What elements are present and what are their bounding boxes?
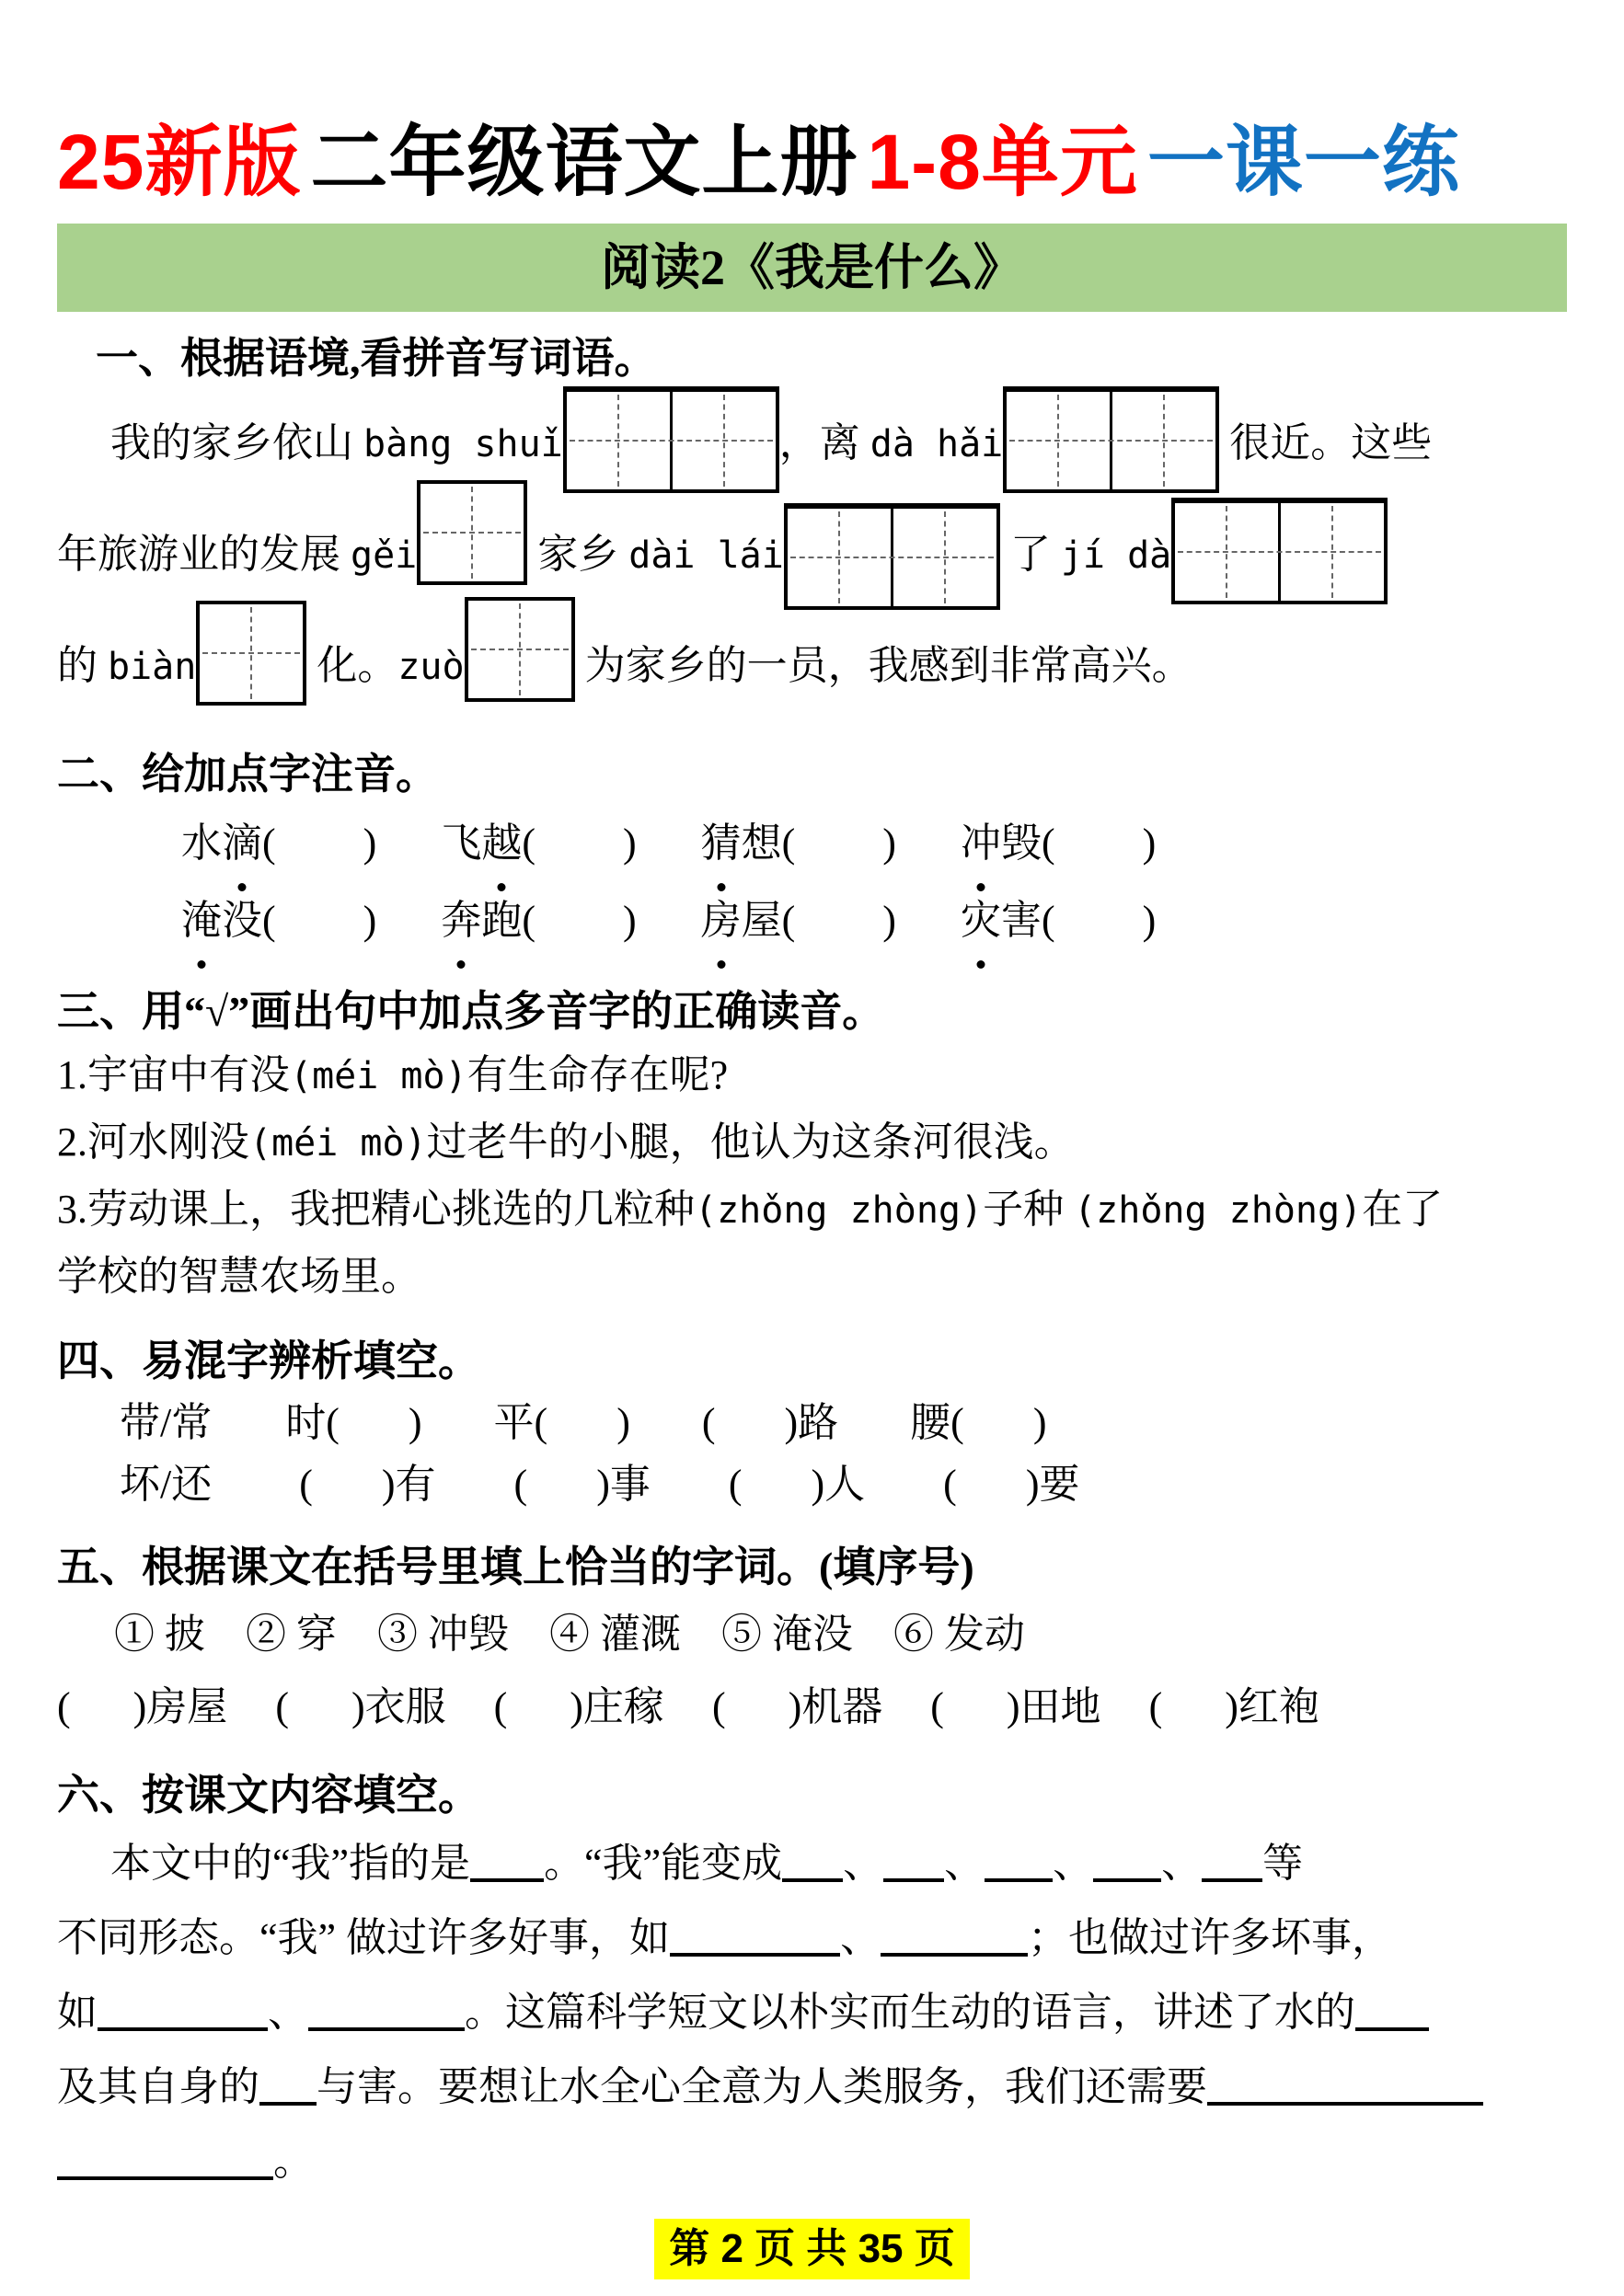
text-run: )事 — [596, 1461, 651, 1507]
text-run: )庄稼 — [570, 1683, 664, 1729]
writing-grid — [563, 386, 779, 493]
text-run: ( — [522, 897, 536, 943]
section-2-heading: 二、给加点字注音。 — [57, 750, 438, 798]
grid-cell — [420, 484, 524, 581]
text-run: ⑤ 淹没 — [721, 1611, 853, 1657]
answer-blank — [1093, 1847, 1161, 1882]
grid-cell — [468, 601, 571, 698]
answer-blank — [470, 1847, 544, 1882]
text-run: ( — [781, 897, 796, 943]
dotted-word — [181, 898, 262, 943]
text-run: 年旅游业的发展 — [57, 531, 351, 577]
text-run: )路 — [784, 1399, 839, 1445]
text-run: ( — [711, 1683, 726, 1729]
text-run: 腰( — [910, 1399, 964, 1445]
dotted-word — [441, 898, 522, 943]
section-6-body — [57, 1826, 1567, 2198]
word-char: 灾 — [961, 882, 1001, 959]
text-run: ) — [363, 820, 377, 866]
word-char: 猜 — [701, 805, 742, 882]
text-run: 有生命存在呢? — [466, 1051, 729, 1097]
text-run: ( — [701, 1399, 716, 1445]
word-char: 淹 — [181, 882, 222, 959]
worksheet-line — [57, 1975, 1567, 2049]
answer-blank — [1355, 1996, 1429, 2031]
text-run: ) — [616, 1399, 630, 1445]
word-char: 水 — [181, 820, 222, 866]
text-run: ( — [1041, 897, 1055, 943]
footer — [57, 2219, 1567, 2279]
text-run: 为家乡的一员，我感到非常高兴。 — [574, 642, 1192, 688]
text-run: )机器 — [788, 1683, 883, 1729]
text-run: 了 — [999, 531, 1061, 577]
answer-blank — [782, 1847, 843, 1882]
dotted-word — [701, 898, 782, 943]
text-run: 等 — [1262, 1840, 1304, 1886]
text-run: 。这篇科学短文以朴实而生动的语言，讲述了水的 — [465, 1989, 1355, 2035]
writing-grid — [417, 480, 527, 585]
text-run: 与害。要想让水全心全意为人类服务，我们还需要 — [317, 2063, 1207, 2109]
text-run: ( — [1148, 1683, 1163, 1729]
answer-blank — [57, 2145, 273, 2180]
worksheet-line — [57, 1109, 1567, 1177]
pinyin-text: (méi mò) — [249, 1121, 427, 1165]
text-run: ，离 — [778, 419, 870, 465]
worksheet-line — [57, 612, 1567, 722]
text-run: 及其自身的 — [57, 2063, 259, 2109]
text-run: )要 — [1025, 1461, 1080, 1507]
section-4-heading: 四、易混字辨析填空。 — [57, 1337, 480, 1384]
section-5-body — [57, 1598, 1567, 1743]
pinyin-text: bàng shuǐ — [363, 422, 563, 465]
text-run: ) — [1032, 1399, 1047, 1445]
text-run: 、 — [944, 1840, 985, 1886]
text-run: ) — [882, 897, 896, 943]
pinyin-text: jí dà — [1060, 534, 1172, 577]
worksheet-line — [57, 805, 1567, 882]
grid-cell — [1110, 392, 1215, 489]
grid-cell — [200, 604, 303, 702]
text-run: 子种 — [983, 1186, 1075, 1232]
pinyin-text: dài lái — [628, 534, 784, 577]
worksheet-line — [57, 500, 1567, 612]
pinyin-text: dà hǎi — [870, 422, 1004, 465]
text-run: ；也做过许多坏事， — [1028, 1914, 1393, 1960]
text-run: ( — [262, 820, 276, 866]
worksheet-line — [57, 1670, 1567, 1743]
text-run: ( — [1041, 820, 1055, 866]
text-run: ( — [943, 1461, 957, 1507]
text-run: 、 — [1161, 1840, 1203, 1886]
dotted-word — [961, 821, 1042, 866]
text-run: 、 — [840, 1914, 881, 1960]
text-run: ③ 冲毁 — [377, 1611, 509, 1657]
title-series-name: 一课一练 — [1146, 119, 1460, 205]
section-5-heading: 五、根据课文在括号里填上恰当的字词。(填序号) — [57, 1543, 974, 1590]
grid-cell — [788, 509, 891, 606]
answer-blank — [881, 1922, 1028, 1957]
word-char: 滴 — [222, 805, 262, 882]
text-run: 如 — [57, 1989, 98, 2035]
text-run: 。 — [273, 2138, 314, 2184]
grid-cell — [891, 509, 996, 606]
section-4-body — [57, 1392, 1567, 1515]
grid-cell — [1007, 392, 1110, 489]
word-char: 飞 — [441, 820, 482, 866]
word-char: 奔 — [441, 882, 481, 959]
dotted-word — [441, 821, 522, 866]
dotted-word — [961, 898, 1042, 943]
pinyin-text: gěi — [351, 534, 418, 577]
answer-blank — [308, 1996, 465, 2031]
grid-cell — [567, 392, 670, 489]
writing-grid — [196, 601, 306, 706]
text-run: 过老牛的小腿，他认为这条河很浅。 — [426, 1119, 1075, 1165]
worksheet-line — [57, 1392, 1567, 1453]
text-run: 我的家乡依山 — [110, 419, 363, 465]
text-run: ① 披 — [114, 1611, 205, 1657]
text-run: ) — [882, 820, 896, 866]
text-run: 、 — [843, 1840, 884, 1886]
pinyin-text: (zhǒng zhòng) — [695, 1188, 984, 1232]
section-3-body — [57, 1042, 1567, 1309]
text-run: 在了 — [1362, 1186, 1444, 1232]
worksheet-line — [57, 1598, 1567, 1670]
section-polyphone-choice — [57, 982, 1567, 1309]
title-grade-edition: 25新版 — [57, 119, 302, 205]
lesson-banner: 阅读2《我是什么》 — [57, 224, 1567, 312]
text-run: 学校的智慧农场里。 — [57, 1253, 421, 1299]
word-char: 没 — [222, 897, 262, 943]
text-run: )田地 — [1006, 1683, 1101, 1729]
grid-cell — [670, 392, 776, 489]
section-annotate-pinyin — [57, 744, 1567, 959]
answer-blank — [259, 2071, 317, 2106]
text-run: ( — [275, 1683, 289, 1729]
answer-blank — [985, 1847, 1053, 1882]
text-run: ) — [1142, 820, 1157, 866]
text-run: ( — [781, 820, 796, 866]
answer-blank — [1207, 2071, 1483, 2106]
pinyin-text: (zhǒng zhòng) — [1074, 1188, 1363, 1232]
text-run: ( — [262, 897, 276, 943]
text-run: 平( — [493, 1399, 548, 1445]
answer-blank — [883, 1847, 944, 1882]
section-6-heading: 六、按课文内容填空。 — [57, 1771, 480, 1819]
text-run: )衣服 — [351, 1683, 446, 1729]
page-number: 第 2 页 共 35 页 — [654, 2219, 970, 2279]
text-run: ④ 灌溉 — [549, 1611, 681, 1657]
section-pinyin-writing — [57, 328, 1567, 722]
text-run: 家乡 — [527, 531, 629, 577]
worksheet-line — [57, 1826, 1567, 1900]
section-2-body — [57, 805, 1567, 959]
grid-cell — [1175, 503, 1278, 601]
text-run: 坏/还 — [120, 1461, 213, 1507]
text-run: 、 — [1053, 1840, 1094, 1886]
pinyin-text: zuò — [397, 645, 465, 688]
text-run: 很近。这些 — [1219, 419, 1433, 465]
text-run: 2.河水刚没 — [57, 1119, 249, 1165]
dotted-word — [701, 821, 782, 866]
answer-blank — [670, 1922, 840, 1957]
text-run: ) — [1142, 897, 1157, 943]
text-run: ) — [408, 1399, 422, 1445]
word-char: 冲 — [961, 805, 1001, 882]
text-run: ( — [513, 1461, 528, 1507]
word-char: 跑 — [481, 897, 523, 943]
word-char: 害 — [1000, 897, 1042, 943]
section-confusable-chars — [57, 1331, 1567, 1515]
text-run: 、 — [268, 1989, 308, 2035]
worksheet-line — [57, 2049, 1567, 2124]
text-run: ⑥ 发动 — [893, 1611, 1025, 1657]
text-run: 不同形态。“我” 做过许多好事，如 — [57, 1914, 671, 1960]
word-char: 想 — [741, 820, 782, 866]
text-run: 的 — [57, 642, 108, 688]
answer-blank — [98, 1996, 268, 2031]
text-run: ( — [57, 1683, 71, 1729]
text-run: ) — [622, 897, 637, 943]
worksheet-line — [57, 2124, 1567, 2198]
text-run: )有 — [381, 1461, 436, 1507]
worksheet-line — [57, 1244, 1567, 1309]
writing-grid — [784, 503, 1000, 610]
section-fill-sequence-number — [57, 1537, 1567, 1743]
grid-cell — [1278, 503, 1384, 601]
text-run: ) — [622, 820, 637, 866]
worksheet-line — [57, 1177, 1567, 1244]
dotted-word — [181, 821, 262, 866]
text-run: 本文中的“我”指的是 — [110, 1840, 471, 1886]
worksheet-line — [57, 1900, 1567, 1975]
text-run: ( — [930, 1683, 944, 1729]
page-title — [57, 116, 1567, 209]
text-run: )人 — [811, 1461, 866, 1507]
text-run: )房屋 — [132, 1683, 228, 1729]
worksheet-line — [57, 1453, 1567, 1515]
text-run: 。“我”能变成 — [544, 1840, 783, 1886]
writing-grid — [465, 597, 575, 702]
word-char: 越 — [481, 805, 522, 882]
answer-blank — [1202, 1847, 1262, 1882]
text-run: ② 穿 — [246, 1611, 337, 1657]
pinyin-text: (méi mò) — [290, 1054, 467, 1097]
worksheet-line — [57, 882, 1567, 959]
title-unit-range: 1-8单元 — [867, 119, 1138, 205]
text-run: ) — [363, 897, 377, 943]
text-run: 3.劳动课上，我把精心挑选的几粒种 — [57, 1186, 695, 1232]
pinyin-text: biàn — [108, 645, 197, 688]
writing-grid — [1171, 498, 1388, 604]
text-run: 化。 — [306, 642, 398, 688]
section-1-heading: 一、根据语境,看拼音写词语。 — [96, 334, 657, 382]
section-1-body — [57, 389, 1567, 722]
word-char: 屋 — [741, 897, 782, 943]
text-run: ( — [728, 1461, 743, 1507]
section-3-heading: 三、用“√”画出句中加点多音字的正确读音。 — [57, 987, 885, 1035]
worksheet-line — [57, 389, 1567, 500]
text-run: ( — [493, 1683, 508, 1729]
text-run: )红袍 — [1225, 1683, 1319, 1729]
word-char: 房 — [701, 882, 742, 959]
text-run: ( — [299, 1461, 313, 1507]
text-run: ( — [522, 820, 536, 866]
text-run: 带/常 — [120, 1399, 213, 1445]
word-char: 毁 — [1000, 820, 1042, 866]
section-text-recall — [57, 1765, 1567, 2198]
writing-grid — [1003, 386, 1219, 493]
text-run: 时( — [285, 1399, 340, 1445]
worksheet-line — [57, 1042, 1567, 1109]
text-run: 1.宇宙中有没 — [57, 1051, 290, 1097]
title-book-name: 二年级语文上册 — [310, 119, 858, 205]
